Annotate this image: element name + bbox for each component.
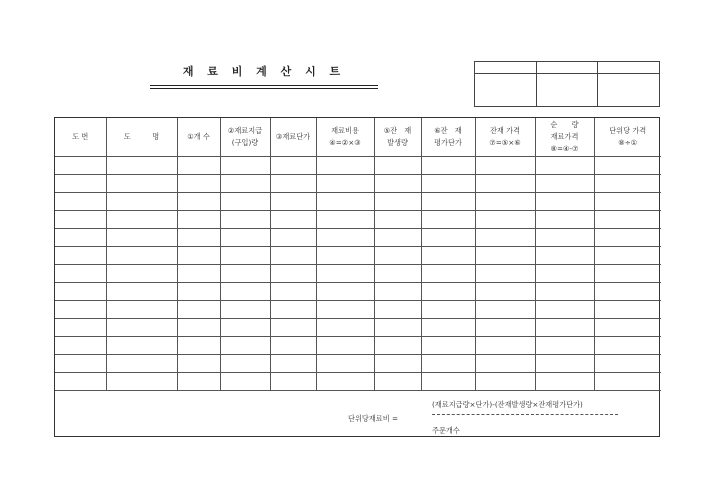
table-cell[interactable]: [177, 157, 220, 175]
table-row: [55, 319, 661, 337]
fraction-line: [432, 414, 618, 415]
table-cell[interactable]: [475, 229, 535, 247]
table-cell[interactable]: [374, 319, 421, 337]
table-cell[interactable]: [177, 247, 220, 265]
approval-sign-cell[interactable]: [598, 74, 660, 107]
table-cell[interactable]: [475, 337, 535, 355]
table-cell[interactable]: [270, 265, 316, 283]
table-cell[interactable]: [374, 229, 421, 247]
table-cell[interactable]: [594, 175, 661, 193]
table-cell[interactable]: [106, 157, 177, 175]
table-cell[interactable]: [220, 157, 270, 175]
header-text: 순 량: [550, 120, 579, 129]
table-cell[interactable]: [55, 157, 106, 175]
table-cell[interactable]: [535, 211, 594, 229]
table-cell[interactable]: [316, 265, 374, 283]
header-text: ②재료지급: [227, 126, 263, 135]
table-row: [55, 265, 661, 283]
table-cell[interactable]: [374, 265, 421, 283]
table-cell[interactable]: [374, 157, 421, 175]
table-cell[interactable]: [177, 373, 220, 391]
header-text: ⑧=④-⑦: [550, 144, 579, 153]
table-cell[interactable]: [421, 373, 475, 391]
table-cell[interactable]: [55, 193, 106, 211]
table-cell[interactable]: [220, 337, 270, 355]
table-cell[interactable]: [220, 265, 270, 283]
header-row: [55, 118, 661, 157]
formula-numerator: (재료지급량×단가)-(잔재발생량×잔재평가단가): [432, 400, 583, 409]
approval-box: [474, 61, 660, 107]
table-cell[interactable]: [316, 193, 374, 211]
table-cell[interactable]: [55, 355, 106, 373]
header-drawing-no: [55, 118, 106, 157]
table-cell[interactable]: [535, 355, 594, 373]
table-cell[interactable]: [316, 319, 374, 337]
table-cell[interactable]: [594, 157, 661, 175]
table-cell[interactable]: [374, 211, 421, 229]
table-cell[interactable]: [475, 319, 535, 337]
table-cell[interactable]: [475, 247, 535, 265]
table-cell[interactable]: [106, 373, 177, 391]
table-cell[interactable]: [220, 247, 270, 265]
approval-cell[interactable]: [598, 62, 660, 74]
header-text: 재료비용: [331, 126, 359, 135]
table-cell[interactable]: [270, 193, 316, 211]
table-cell[interactable]: [270, 211, 316, 229]
table-cell[interactable]: [270, 301, 316, 319]
table-row: [55, 229, 661, 247]
table-cell[interactable]: [270, 355, 316, 373]
table-cell[interactable]: [106, 319, 177, 337]
table-cell[interactable]: [316, 355, 374, 373]
table-cell[interactable]: [594, 373, 661, 391]
table-cell[interactable]: [270, 175, 316, 193]
table-cell[interactable]: [220, 229, 270, 247]
table-cell[interactable]: [535, 157, 594, 175]
table-cell[interactable]: [594, 337, 661, 355]
table-cell[interactable]: [421, 301, 475, 319]
table-cell[interactable]: [475, 301, 535, 319]
table-cell[interactable]: [177, 265, 220, 283]
header-text: 재료가격: [550, 132, 579, 141]
table-cell[interactable]: [475, 265, 535, 283]
header-text: 도 명: [123, 132, 160, 141]
approval-cell[interactable]: [536, 62, 598, 74]
table-cell[interactable]: [106, 337, 177, 355]
table-cell[interactable]: [270, 157, 316, 175]
table-cell[interactable]: [535, 319, 594, 337]
table-cell[interactable]: [220, 355, 270, 373]
table-cell[interactable]: [106, 175, 177, 193]
table-cell[interactable]: [475, 175, 535, 193]
table-cell[interactable]: [421, 355, 475, 373]
table-cell[interactable]: [316, 301, 374, 319]
header-material-cost: [316, 118, 374, 157]
header-text: 발생량: [387, 138, 408, 147]
table-cell[interactable]: [177, 355, 220, 373]
table-cell[interactable]: [177, 337, 220, 355]
table-cell[interactable]: [220, 193, 270, 211]
table-cell[interactable]: [55, 337, 106, 355]
table-cell[interactable]: [475, 193, 535, 211]
approval-cell[interactable]: [475, 62, 537, 74]
table-row: [55, 373, 661, 391]
header-supply-amount: [220, 118, 270, 157]
table-row: [55, 175, 661, 193]
table-cell[interactable]: [220, 301, 270, 319]
table-cell[interactable]: [374, 301, 421, 319]
header-scrap-unit-price: [421, 118, 475, 157]
table-cell[interactable]: [475, 157, 535, 175]
table-cell[interactable]: [177, 319, 220, 337]
table-cell[interactable]: [374, 373, 421, 391]
table-cell[interactable]: [177, 229, 220, 247]
table-cell[interactable]: [535, 337, 594, 355]
title-underline-secondary: [150, 88, 378, 89]
table-cell[interactable]: [421, 175, 475, 193]
header-net-material-price: [535, 118, 594, 157]
header-text: 평가단가: [434, 138, 462, 147]
table-row: [55, 355, 661, 373]
table-cell[interactable]: [594, 301, 661, 319]
table-cell[interactable]: [535, 301, 594, 319]
table-cell[interactable]: [316, 373, 374, 391]
table-cell[interactable]: [535, 373, 594, 391]
table-cell[interactable]: [177, 175, 220, 193]
table-cell[interactable]: [270, 373, 316, 391]
table-cell[interactable]: [270, 337, 316, 355]
header-scrap-amount: [374, 118, 421, 157]
header-text: ①개 수: [187, 132, 210, 141]
header-text: 단위당 가격: [609, 126, 647, 135]
table-cell[interactable]: [55, 283, 106, 301]
table-cell[interactable]: [55, 211, 106, 229]
table-cell[interactable]: [421, 211, 475, 229]
table-cell[interactable]: [177, 301, 220, 319]
table-cell[interactable]: [106, 283, 177, 301]
table-cell[interactable]: [535, 283, 594, 301]
table-cell[interactable]: [374, 355, 421, 373]
table-cell[interactable]: [594, 229, 661, 247]
header-text: ⑦=⑤×⑥: [489, 138, 521, 147]
table-cell[interactable]: [316, 175, 374, 193]
table-cell[interactable]: [316, 283, 374, 301]
table-cell[interactable]: [55, 175, 106, 193]
table-cell[interactable]: [594, 211, 661, 229]
table-cell[interactable]: [270, 319, 316, 337]
header-unit-price: [270, 118, 316, 157]
header-text: 잔재 가격: [489, 126, 521, 135]
table-cell[interactable]: [475, 211, 535, 229]
table-cell[interactable]: [421, 283, 475, 301]
table-cell[interactable]: [374, 175, 421, 193]
header-text: ④=②×③: [329, 138, 361, 147]
table-row: [55, 337, 661, 355]
table-cell[interactable]: [475, 373, 535, 391]
table-cell[interactable]: [106, 211, 177, 229]
table-row: [55, 283, 661, 301]
table-cell[interactable]: [374, 283, 421, 301]
table-cell[interactable]: [55, 301, 106, 319]
table-cell[interactable]: [220, 175, 270, 193]
table-cell[interactable]: [316, 337, 374, 355]
header-scrap-value: [475, 118, 535, 157]
table-cell[interactable]: [421, 337, 475, 355]
table-cell[interactable]: [106, 265, 177, 283]
table-cell[interactable]: [106, 355, 177, 373]
table-row: [55, 157, 661, 175]
table-cell[interactable]: [55, 229, 106, 247]
table-cell[interactable]: [270, 229, 316, 247]
table-cell[interactable]: [270, 283, 316, 301]
header-text: ⑧÷①: [618, 138, 638, 147]
table-cell[interactable]: [374, 193, 421, 211]
table-cell[interactable]: [316, 229, 374, 247]
table-cell[interactable]: [374, 247, 421, 265]
table-cell[interactable]: [475, 355, 535, 373]
table-cell[interactable]: [421, 229, 475, 247]
table-cell[interactable]: [594, 319, 661, 337]
table-cell[interactable]: [106, 301, 177, 319]
table-cell[interactable]: [177, 283, 220, 301]
header-drawing-name: [106, 118, 177, 157]
table-cell[interactable]: [220, 283, 270, 301]
title-underline: [150, 85, 378, 86]
table-cell[interactable]: [220, 373, 270, 391]
table-cell[interactable]: [316, 157, 374, 175]
table-cell[interactable]: [270, 247, 316, 265]
material-cost-table: [54, 117, 660, 437]
cost-grid: [55, 118, 661, 391]
table-cell[interactable]: [535, 175, 594, 193]
table-cell[interactable]: [594, 247, 661, 265]
header-text: ⑥잔 재: [434, 126, 462, 135]
table-cell[interactable]: [177, 211, 220, 229]
table-row: [55, 211, 661, 229]
header-text: ③재료단가: [275, 132, 311, 141]
table-cell[interactable]: [421, 193, 475, 211]
approval-sign-cell[interactable]: [536, 74, 598, 107]
approval-sign-cell[interactable]: [475, 74, 537, 107]
table-cell[interactable]: [594, 193, 661, 211]
table-cell[interactable]: [55, 247, 106, 265]
formula-label: 단위당재료비 =: [348, 414, 398, 423]
header-text: 도 번: [72, 132, 89, 141]
table-cell[interactable]: [177, 193, 220, 211]
table-cell[interactable]: [594, 283, 661, 301]
table-cell[interactable]: [316, 247, 374, 265]
table-row: [55, 301, 661, 319]
table-row: [55, 193, 661, 211]
table-cell[interactable]: [421, 247, 475, 265]
table-cell[interactable]: [316, 211, 374, 229]
table-cell[interactable]: [55, 265, 106, 283]
header-text: (구입)량: [231, 138, 259, 147]
header-text: ⑤잔 재: [383, 126, 412, 135]
table-cell[interactable]: [535, 265, 594, 283]
table-cell[interactable]: [106, 193, 177, 211]
table-cell[interactable]: [374, 337, 421, 355]
table-cell[interactable]: [535, 193, 594, 211]
table-cell[interactable]: [106, 229, 177, 247]
table-cell[interactable]: [106, 247, 177, 265]
table-cell[interactable]: [535, 247, 594, 265]
table-cell[interactable]: [55, 319, 106, 337]
header-price-per-unit: [594, 118, 661, 157]
table-cell[interactable]: [55, 373, 106, 391]
table-cell[interactable]: [421, 157, 475, 175]
formula-denominator: 주문개수: [432, 426, 460, 435]
table-cell[interactable]: [594, 265, 661, 283]
table-cell[interactable]: [535, 229, 594, 247]
table-row: [55, 247, 661, 265]
table-cell[interactable]: [220, 211, 270, 229]
formula-area: [55, 397, 659, 437]
header-quantity: [177, 118, 220, 157]
table-cell[interactable]: [421, 319, 475, 337]
table-cell[interactable]: [421, 265, 475, 283]
table-cell[interactable]: [220, 319, 270, 337]
page-title: 재 료 비 계 산 시 트: [182, 65, 346, 78]
table-cell[interactable]: [594, 355, 661, 373]
table-cell[interactable]: [475, 283, 535, 301]
